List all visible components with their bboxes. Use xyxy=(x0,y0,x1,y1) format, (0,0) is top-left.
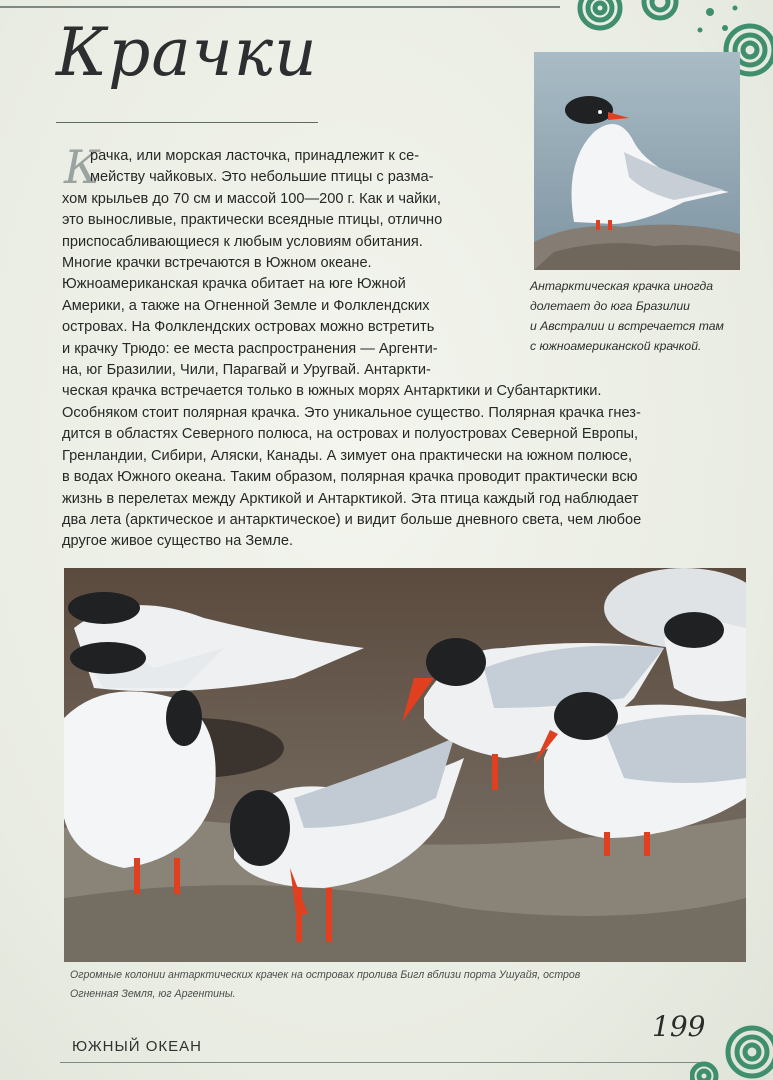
caption-line: и Австралии и встречается там xyxy=(530,319,724,333)
article-body xyxy=(62,140,642,553)
page-number: 199 xyxy=(652,1010,706,1043)
body-line: жизнь в перелетах между Арктикой и Антарктикой. Эта птица каждый год наблюдает xyxy=(62,490,639,507)
body-line: другое живое существо на Земле. xyxy=(62,533,294,550)
title-underline xyxy=(56,122,318,123)
page-title: Крачки xyxy=(56,14,318,91)
body-line: в водах Южного океана. Таким образом, полярная крачка проводит практически всю xyxy=(62,469,638,486)
body-line: хом крыльев до 70 см и массой 100—200 г. Как и чайки, xyxy=(62,190,441,207)
body-line: Гренландии, Сибири, Аляски, Канады. А зимует она практически на южном полюсе, xyxy=(62,447,633,464)
body-line: дится в областях Северного полюса, на островах и полуостровах Северной Европы, xyxy=(62,426,639,443)
body-line: приспосабливающиеся к любым условиям обитания. xyxy=(62,233,423,250)
running-footer-section: ЮЖНЫЙ ОКЕАН xyxy=(72,1038,202,1055)
body-line: островах. На Фолклендских островах можно встретить xyxy=(62,319,435,336)
caption-line: Огненная Земля, юг Аргентины. xyxy=(70,988,236,1000)
body-line: и крачку Трюдо: ее места распространения — Аргенти- xyxy=(62,340,438,357)
body-line: Многие крачки встречаются в Южном океане. xyxy=(62,255,372,272)
caption-line: с южноамериканской крачкой. xyxy=(530,339,702,353)
colony-photo-caption xyxy=(70,966,760,1004)
caption-line: долетает до юга Бразилии xyxy=(530,299,690,313)
body-line: это выносливые, практически всеядные птицы, отлично xyxy=(62,212,443,229)
body-line: Особняком стоит полярная крачка. Это уникальное существо. Полярная крачка гнез- xyxy=(62,404,641,421)
top-rule xyxy=(0,6,560,8)
footer-rule xyxy=(60,1062,700,1063)
body-line: мейству чайковых. Это небольшие птицы с разма- xyxy=(90,169,434,186)
body-line: ческая крачка встречается только в южных морях Антарктики и Субантарктики. xyxy=(62,383,602,400)
body-line: Америки, а также на Огненной Земле и Фолклендских xyxy=(62,297,430,314)
tern-bird xyxy=(664,612,746,701)
body-line: рачка, или морская ласточка, принадлежит к се- xyxy=(90,148,420,164)
body-line: Южноамериканская крачка обитает на юге Южной xyxy=(62,276,406,293)
tern-colony-photo xyxy=(64,568,746,962)
caption-line: Огромные колонии антарктических крачек на островах пролива Бигл вблизи порта Ушуайя, остров xyxy=(70,969,581,981)
drop-cap: К xyxy=(64,140,100,194)
body-line: на, юг Бразилии, Чили, Парагвай и Уругвай. Антаркти- xyxy=(62,362,431,379)
caption-line: Антарктическая крачка иногда xyxy=(530,279,714,293)
body-line: два лета (арктическое и антарктическое) и видит больше дневного света, чем любое xyxy=(62,511,642,528)
